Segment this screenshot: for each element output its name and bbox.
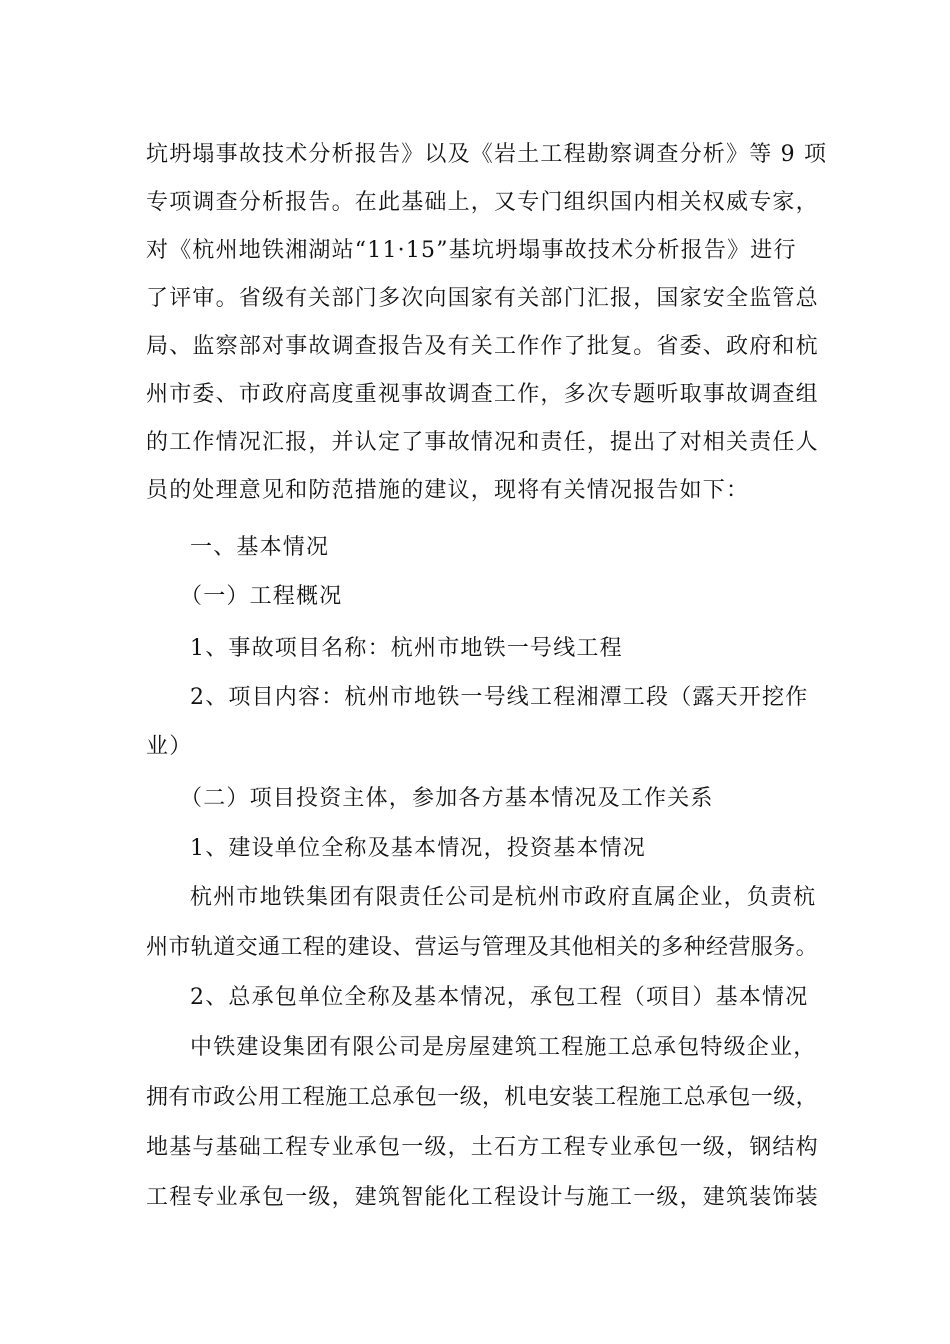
body-text-line: 坑坍塌事故技术分析报告》以及《岩土工程勘察调查分析》等 9 项: [146, 142, 828, 167]
body-text-line: 工程专业承包一级，建筑智能化工程设计与施工一级，建筑装饰装: [146, 1185, 819, 1210]
body-text-line: 地基与基础工程专业承包一级，土石方工程专业承包一级，钢结构: [146, 1135, 819, 1160]
section-heading: 一、基本情况: [190, 535, 330, 560]
body-text-line: 州市轨道交通工程的建设、营运与管理及其他相关的多种经营服务。: [146, 935, 819, 960]
body-text-line: 员的处理意见和防范措施的建议，现将有关情况报告如下：: [146, 478, 750, 503]
body-text-line: 拥有市政公用工程施工总承包一级，机电安装工程施工总承包一级，: [146, 1085, 819, 1110]
body-text-line: 州市委、市政府高度重视事故调查工作，多次专题听取事故调查组: [146, 382, 819, 407]
body-text-line: 杭州市地铁集团有限责任公司是杭州市政府直属企业，负责杭: [190, 885, 817, 910]
body-text-line: 专项调查分析报告。在此基础上，又专门组织国内相关权威专家，: [146, 190, 819, 215]
body-text-line: 局、监察部对事故调查报告及有关工作作了批复。省委、政府和杭: [146, 334, 819, 359]
body-text-line: 中铁建设集团有限公司是房屋建筑工程施工总承包特级企业，: [190, 1035, 817, 1060]
body-text-line: 业）: [146, 734, 193, 759]
subsection-heading: （二）项目投资主体，参加各方基本情况及工作关系: [180, 786, 714, 811]
body-text-line: 对《杭州地铁湘湖站“11·15”基坑坍塌事故技术分析报告》进行: [146, 238, 797, 263]
subsection-heading: （一）工程概况: [180, 584, 343, 609]
list-item: 2、项目内容：杭州市地铁一号线工程湘潭工段（露天开挖作: [190, 685, 809, 710]
body-text-line: 的工作情况汇报，并认定了事故情况和责任，提出了对相关责任人: [146, 430, 819, 455]
list-item: 1、建设单位全称及基本情况，投资基本情况: [190, 836, 646, 861]
list-item: 2、总承包单位全称及基本情况，承包工程（项目）基本情况: [190, 985, 809, 1010]
body-text-line: 了评审。省级有关部门多次向国家有关部门汇报，国家安全监管总: [146, 286, 819, 311]
list-item: 1、事故项目名称：杭州市地铁一号线工程: [190, 636, 623, 661]
